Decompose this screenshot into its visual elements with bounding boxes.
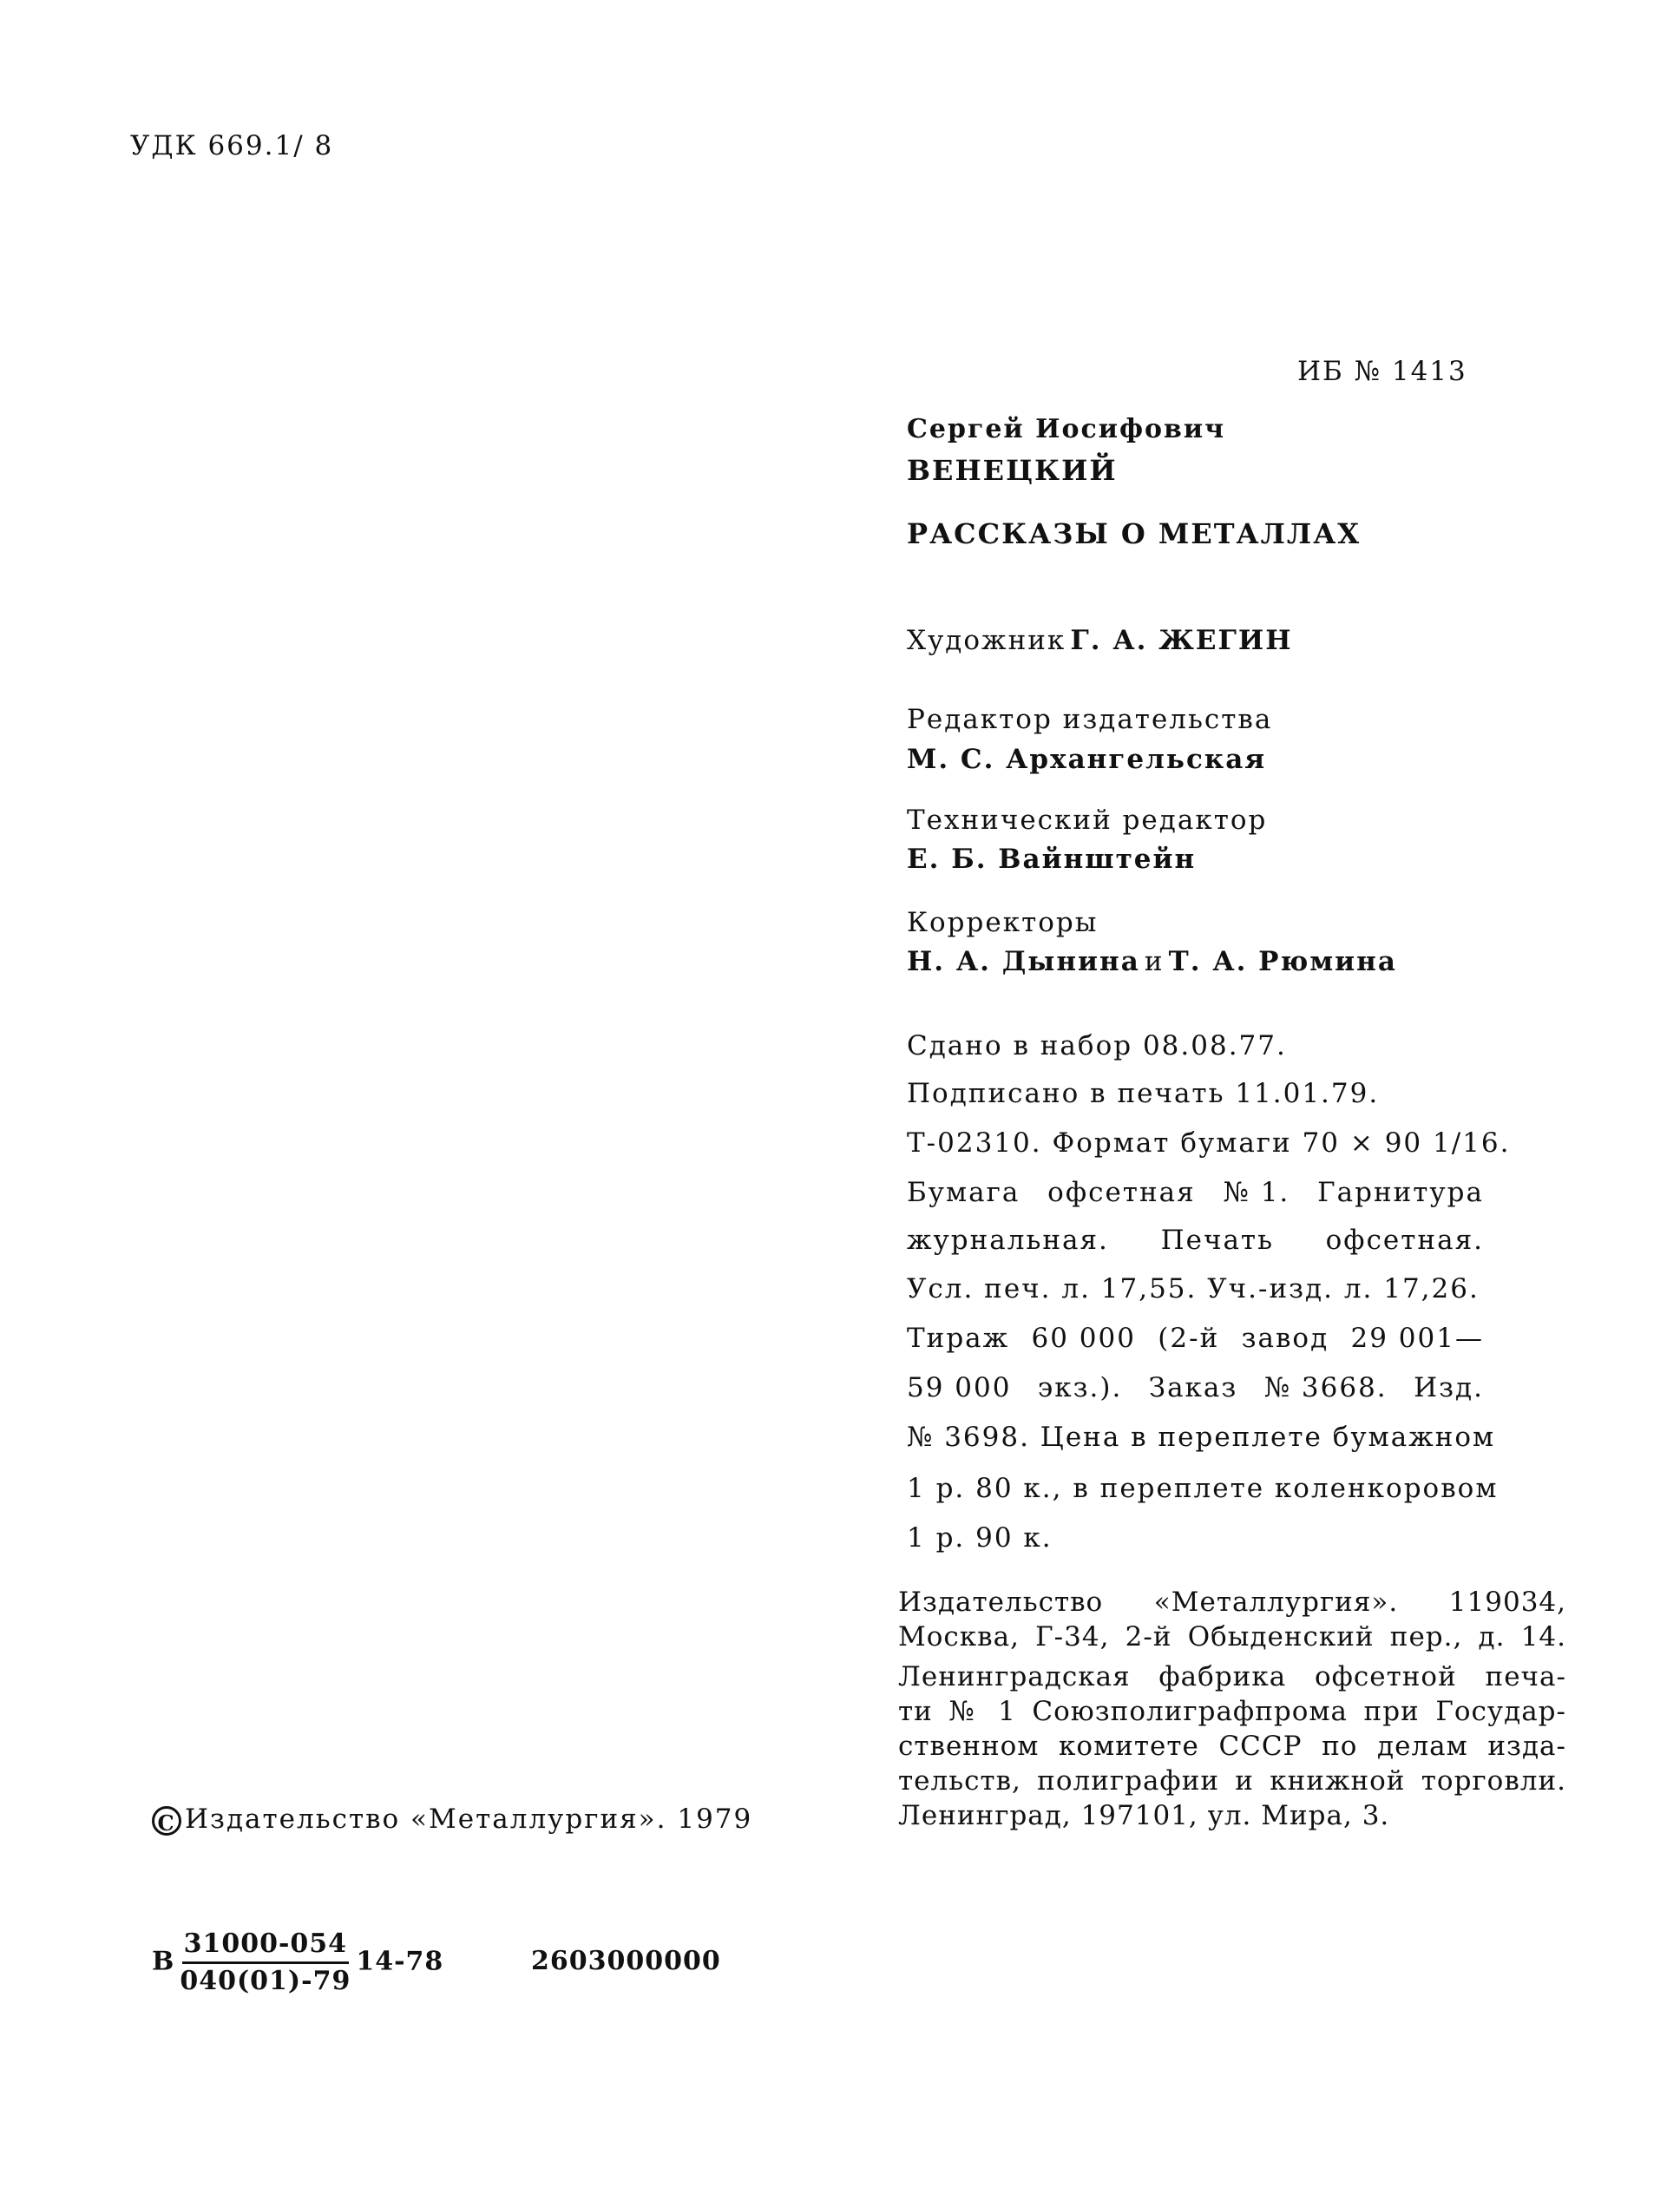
imprint-line-4: Бумага офсетная № 1. Гарнитура [907, 1177, 1484, 1208]
code-fraction [178, 1927, 352, 1999]
code-prefix: В [152, 1946, 175, 1977]
publisher-line: Москва, Г-34, 2-й Обыденский пер., д. 14. [898, 1621, 1566, 1652]
imprint-line-7: Тираж 60 000 (2-й завод 29 001— [907, 1323, 1484, 1354]
imprint-line-8: 59 000 экз.). Заказ № 3668. Изд. [907, 1372, 1484, 1403]
publisher-line: Издательство «Металлургия». 119034, [898, 1587, 1566, 1618]
imprint-line-11: 1 р. 90 к. [907, 1522, 1053, 1554]
imprint-line-5: журнальная. Печать офсетная. [907, 1225, 1484, 1256]
copyright-icon: C [152, 1806, 181, 1836]
imprint-line-10: 1 р. 80 к., в переплете коленкоровом [907, 1473, 1499, 1504]
tech-editor-name: Е. Б. Вайнштейн [907, 844, 1197, 875]
code-numerator: 31000-054 [182, 1927, 349, 1964]
code-denominator: 040(01)-79 [180, 1966, 351, 1996]
ib-number: ИБ № 1413 [1297, 356, 1467, 387]
printer-line: ти № 1 Союзполиграфпрома при Государ- [898, 1696, 1566, 1727]
imprint-line-9: № 3698. Цена в переплете бумажном [907, 1422, 1496, 1453]
editor-name: М. С. Архангельская [907, 744, 1267, 775]
classification-code [152, 1927, 443, 1999]
printer-line: Ленинград, 197101, ул. Мира, 3. [898, 1800, 1390, 1831]
copyright-text: Издательство «Металлургия». 1979 [185, 1804, 753, 1835]
udk-code: УДК 669.1/ 8 [130, 130, 334, 161]
printer-line: тельств, полиграфии и книжной торговли. [898, 1765, 1566, 1797]
printer-line: ственном комитете СССР по делам изда- [898, 1731, 1566, 1762]
copyright-line [152, 1804, 752, 1836]
corrector-2: Т. А. Рюмина [1168, 946, 1397, 977]
corrector-1: Н. А. Дынина [907, 946, 1140, 977]
artist-label: Художник [907, 625, 1066, 656]
code-number: 2603000000 [531, 1946, 721, 1976]
tech-editor-label: Технический редактор [907, 805, 1268, 836]
imprint-line-6: Усл. печ. л. 17,55. Уч.-изд. л. 17,26. [907, 1273, 1480, 1304]
author-name: Сергей Иосифович [907, 414, 1226, 444]
imprint-line-2: Подписано в печать 11.01.79. [907, 1078, 1380, 1109]
artist-name: Г. А. ЖЕГИН [1070, 625, 1293, 656]
imprint-line-3: Т-02310. Формат бумаги 70 × 90 1/16. [907, 1127, 1511, 1159]
publisher-block [898, 1585, 1566, 1654]
printer-line: Ленинградская фабрика офсетной печа- [898, 1661, 1566, 1692]
artist-credit [907, 625, 1292, 656]
correctors-names [907, 946, 1397, 977]
code-suffix: 14-78 [356, 1946, 444, 1977]
imprint-line-1: Сдано в набор 08.08.77. [907, 1030, 1287, 1061]
book-title: РАССКАЗЫ О МЕТАЛЛАХ [907, 517, 1362, 550]
editor-label: Редактор издательства [907, 704, 1273, 735]
corrector-and: и [1144, 946, 1165, 977]
author-surname: ВЕНЕЦКИЙ [907, 454, 1118, 487]
correctors-label: Корректоры [907, 907, 1099, 938]
printer-block [898, 1659, 1566, 1833]
